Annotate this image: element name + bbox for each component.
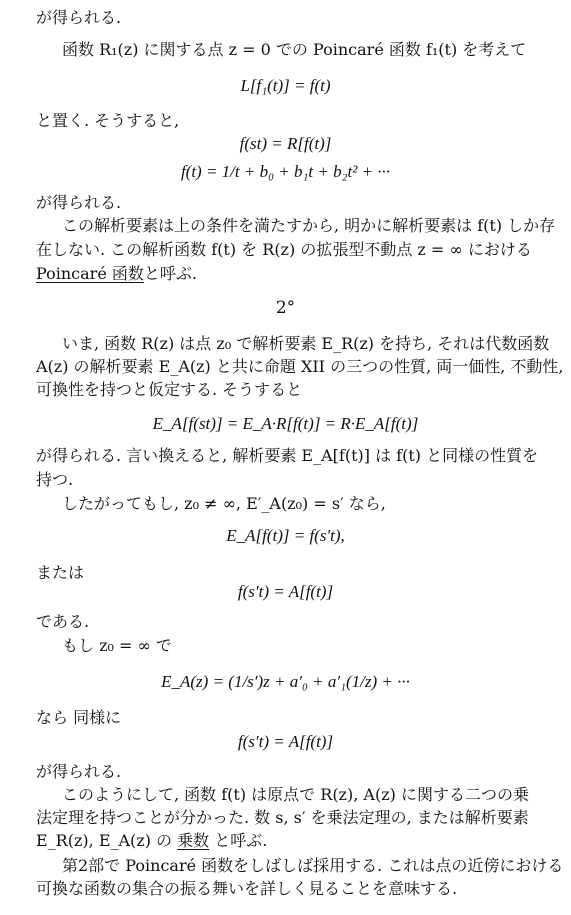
text-line: いま, 函数 R(z) は点 z₀ で解析要素 E_R(z) を持ち, それは代数函数 <box>62 334 550 353</box>
text-line: なら 同様に <box>36 708 122 727</box>
text-line: 在しない. この解析函数 f(t) を R(z) の拡張型不動点 z = ∞ における <box>36 240 532 259</box>
text-line: もし z₀ = ∞ で <box>62 636 172 655</box>
equation-series: E_A(z) = (1/s′)z + a′₀ + a′₁(1/z) + ··· <box>161 672 410 691</box>
text-line: が得られる. 言い換えると, 解析要素 E_A[f(t)] は f(t) と同様の性質を <box>36 446 539 465</box>
equation: L[f₁(t)] = f(t) <box>240 76 331 95</box>
section-number: 2° <box>275 298 296 318</box>
text-line: 可換性を持つと仮定する. そうすると <box>36 380 303 399</box>
text-line: が得られる. <box>36 193 122 212</box>
text-line: この解析要素は上の条件を満たすから, 明かに解析要素は f(t) しか存 <box>62 216 556 235</box>
text-line <box>36 831 556 851</box>
equation: E_A[f(st)] = E_A·R[f(t)] = R·E_A[f(t)] <box>152 414 419 433</box>
text-line: または <box>36 563 85 582</box>
text-line: と置く. そうすると, <box>36 111 180 130</box>
defined-term: 乗数 <box>177 831 210 850</box>
text-line: 可換な函数の集合の振る舞いを詳しく見ることを意味する. <box>36 879 458 898</box>
text-fragment: と呼ぶ. <box>143 264 197 283</box>
text-line: A(z) の解析要素 E_A(z) と共に命題 XII の三つの性質, 両一価性, 不動性, <box>36 357 564 376</box>
text-fragment: E_R(z), E_A(z) の <box>36 831 173 850</box>
equation: f(s′t) = A[f(t)] <box>237 582 334 601</box>
equation: f(st) = R[f(t)] <box>239 134 332 153</box>
equation-series: f(t) = 1/t + b₀ + b₁t + b₂t² + ··· <box>180 162 391 181</box>
text-line: である. <box>36 612 90 631</box>
text-line: 持つ. <box>36 470 74 489</box>
text-line: したがってもし, z₀ ≠ ∞, E′_A(z₀) = s′ なら, <box>62 494 386 513</box>
text-line: が得られる. <box>36 8 122 27</box>
text-line: このようにして, 函数 f(t) は原点で R(z), A(z) に関する二つの乗 <box>62 785 529 804</box>
text-line: 第2部で Poincaré 函数をしばしば採用する. これは点の近傍における <box>62 856 564 875</box>
equation: f(s′t) = A[f(t)] <box>237 732 334 751</box>
equation: E_A[f(t)] = f(s′t), <box>226 526 345 545</box>
text-line: が得られる. <box>36 762 122 781</box>
defined-term: Poincaré 函数 <box>36 264 144 283</box>
text-line: 法定理を持つことが分かった. 数 s, s′ を乗法定理の, または解析要素 <box>36 808 529 827</box>
text-line <box>36 264 556 284</box>
text-fragment: と呼ぶ. <box>214 831 268 850</box>
text-line: 函数 R₁(z) に関する点 z = 0 での Poincaré 函数 f₁(t) を考えて <box>62 40 527 59</box>
